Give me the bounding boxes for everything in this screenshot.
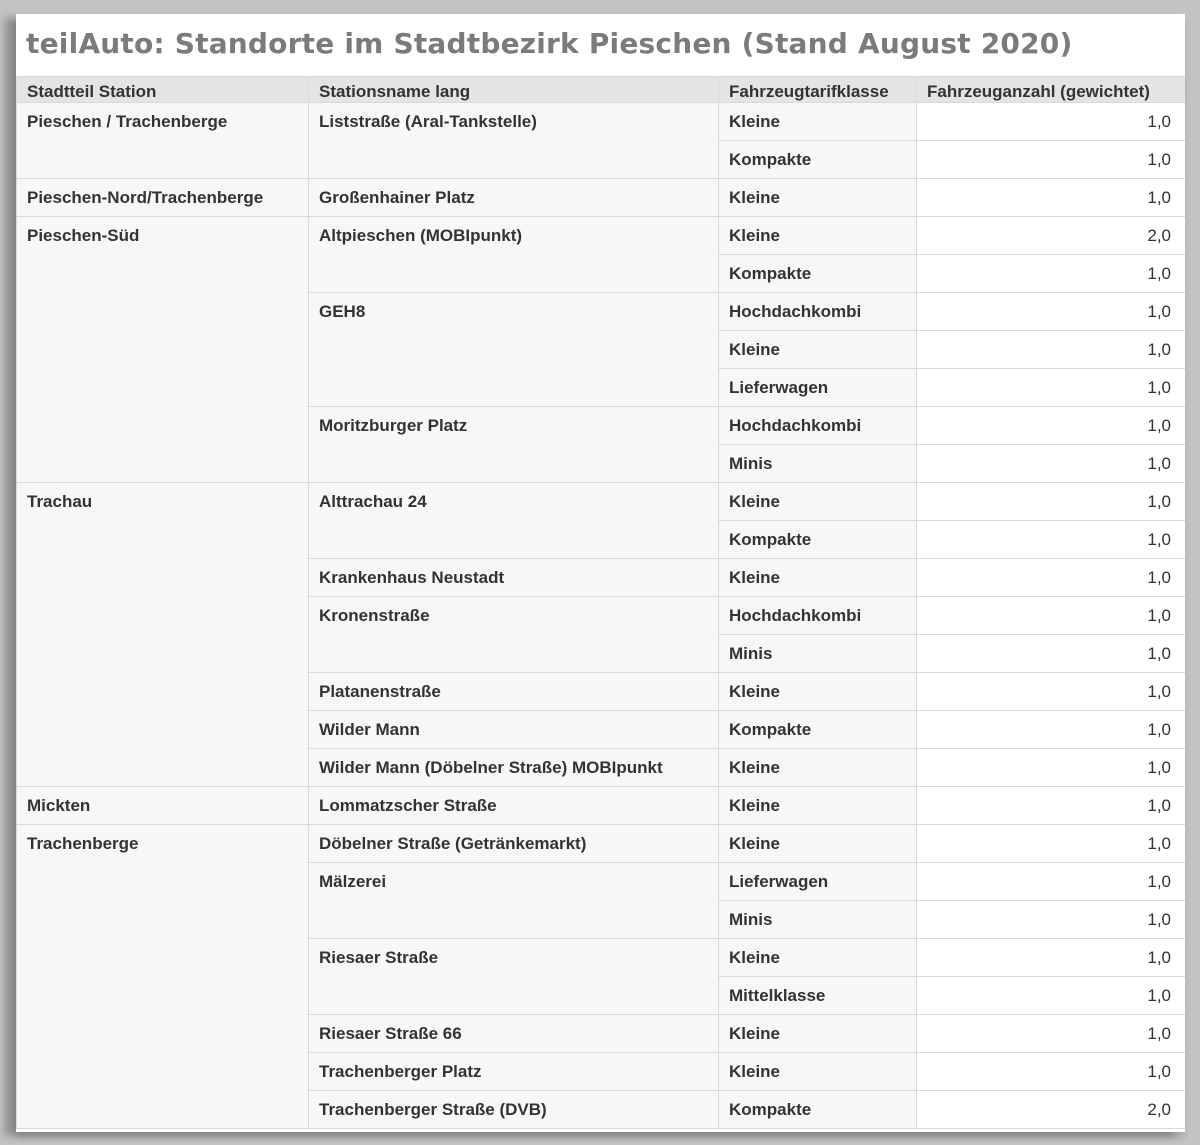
district-cell: Pieschen-Süd: [17, 217, 309, 483]
station-cell: Trachenberger Platz: [309, 1053, 719, 1091]
table-row: [17, 103, 1186, 141]
vehicle-count-cell: 1,0: [917, 1015, 1186, 1053]
tariff-class-cell: Kleine: [719, 1053, 917, 1091]
tariff-class-cell: Mittelklasse: [719, 977, 917, 1015]
vehicle-count-cell: 1,0: [917, 1053, 1186, 1091]
tariff-class-cell: Kleine: [719, 217, 917, 255]
tariff-class-cell: Minis: [719, 445, 917, 483]
district-cell: Pieschen / Trachenberge: [17, 103, 309, 179]
station-cell: Wilder Mann (Döbelner Straße) MOBIpunkt: [309, 749, 719, 787]
vehicle-count-cell: 1,0: [917, 369, 1186, 407]
vehicle-count-cell: 1,0: [917, 673, 1186, 711]
column-header-stationsname-lang: Stationsname lang: [309, 77, 719, 103]
station-cell: GEH8: [309, 293, 719, 407]
table-row: [17, 217, 1186, 255]
tariff-class-cell: Lieferwagen: [719, 863, 917, 901]
vehicle-count-cell: 1,0: [917, 635, 1186, 673]
district-cell: Trachenberge: [17, 825, 309, 1129]
table-body: [17, 103, 1186, 1129]
vehicle-count-cell: 1,0: [917, 521, 1186, 559]
tariff-class-cell: Lieferwagen: [719, 369, 917, 407]
tariff-class-cell: Kleine: [719, 331, 917, 369]
station-cell: Riesaer Straße: [309, 939, 719, 1015]
tariff-class-cell: Kleine: [719, 749, 917, 787]
tariff-class-cell: Hochdachkombi: [719, 293, 917, 331]
tariff-class-cell: Kompakte: [719, 521, 917, 559]
vehicle-count-cell: 1,0: [917, 825, 1186, 863]
district-cell: Mickten: [17, 787, 309, 825]
vehicle-count-cell: 2,0: [917, 1091, 1186, 1129]
tariff-class-cell: Kompakte: [719, 1091, 917, 1129]
vehicle-count-cell: 1,0: [917, 141, 1186, 179]
table-row: [17, 483, 1186, 521]
vehicle-count-cell: 1,0: [917, 331, 1186, 369]
tariff-class-cell: Kleine: [719, 939, 917, 977]
station-cell: Alttrachau 24: [309, 483, 719, 559]
district-cell: Pieschen-Nord/Trachenberge: [17, 179, 309, 217]
vehicle-count-cell: 1,0: [917, 103, 1186, 141]
tariff-class-cell: Hochdachkombi: [719, 407, 917, 445]
vehicle-count-cell: 1,0: [917, 559, 1186, 597]
header-row: [17, 77, 1186, 103]
vehicle-count-cell: 1,0: [917, 749, 1186, 787]
vehicle-count-cell: 1,0: [917, 179, 1186, 217]
vehicle-count-cell: 1,0: [917, 939, 1186, 977]
vehicle-count-cell: 1,0: [917, 293, 1186, 331]
vehicle-count-cell: 1,0: [917, 597, 1186, 635]
table-row: [17, 787, 1186, 825]
stations-table: [16, 76, 1185, 1129]
vehicle-count-cell: 1,0: [917, 787, 1186, 825]
station-cell: Lommatzscher Straße: [309, 787, 719, 825]
vehicle-count-cell: 1,0: [917, 407, 1186, 445]
station-cell: Riesaer Straße 66: [309, 1015, 719, 1053]
station-cell: Liststraße (Aral-Tankstelle): [309, 103, 719, 179]
table-header: [17, 77, 1186, 103]
vehicle-count-cell: 2,0: [917, 217, 1186, 255]
table-row: [17, 825, 1186, 863]
station-cell: Trachenberger Straße (DVB): [309, 1091, 719, 1129]
station-cell: Platanenstraße: [309, 673, 719, 711]
column-header-fahrzeuganzahl: Fahrzeuganzahl (gewichtet): [917, 77, 1186, 103]
vehicle-count-cell: 1,0: [917, 445, 1186, 483]
station-cell: Mälzerei: [309, 863, 719, 939]
tariff-class-cell: Kleine: [719, 179, 917, 217]
tariff-class-cell: Kompakte: [719, 141, 917, 179]
district-cell: Trachau: [17, 483, 309, 787]
column-header-stadtteil-station: Stadtteil Station: [17, 77, 309, 103]
vehicle-count-cell: 1,0: [917, 483, 1186, 521]
vehicle-count-cell: 1,0: [917, 901, 1186, 939]
tariff-class-cell: Kleine: [719, 559, 917, 597]
station-cell: Moritzburger Platz: [309, 407, 719, 483]
tariff-class-cell: Kleine: [719, 103, 917, 141]
tariff-class-cell: Kompakte: [719, 255, 917, 293]
page-title: teilAuto: Standorte im Stadtbezirk Pieschen (Stand August 2020): [26, 27, 1073, 60]
tariff-class-cell: Kleine: [719, 825, 917, 863]
vehicle-count-cell: 1,0: [917, 711, 1186, 749]
station-cell: Krankenhaus Neustadt: [309, 559, 719, 597]
station-cell: Altpieschen (MOBIpunkt): [309, 217, 719, 293]
tariff-class-cell: Kleine: [719, 673, 917, 711]
station-cell: Großenhainer Platz: [309, 179, 719, 217]
tariff-class-cell: Hochdachkombi: [719, 597, 917, 635]
column-header-fahrzeugtarifklasse: Fahrzeugtarifklasse: [719, 77, 917, 103]
tariff-class-cell: Kleine: [719, 483, 917, 521]
station-cell: Döbelner Straße (Getränkemarkt): [309, 825, 719, 863]
tariff-class-cell: Kleine: [719, 1015, 917, 1053]
table-card: [16, 14, 1185, 1132]
tariff-class-cell: Minis: [719, 635, 917, 673]
vehicle-count-cell: 1,0: [917, 255, 1186, 293]
tariff-class-cell: Kompakte: [719, 711, 917, 749]
table-row: [17, 179, 1186, 217]
vehicle-count-cell: 1,0: [917, 977, 1186, 1015]
tariff-class-cell: Kleine: [719, 787, 917, 825]
vehicle-count-cell: 1,0: [917, 863, 1186, 901]
tariff-class-cell: Minis: [719, 901, 917, 939]
station-cell: Wilder Mann: [309, 711, 719, 749]
station-cell: Kronenstraße: [309, 597, 719, 673]
